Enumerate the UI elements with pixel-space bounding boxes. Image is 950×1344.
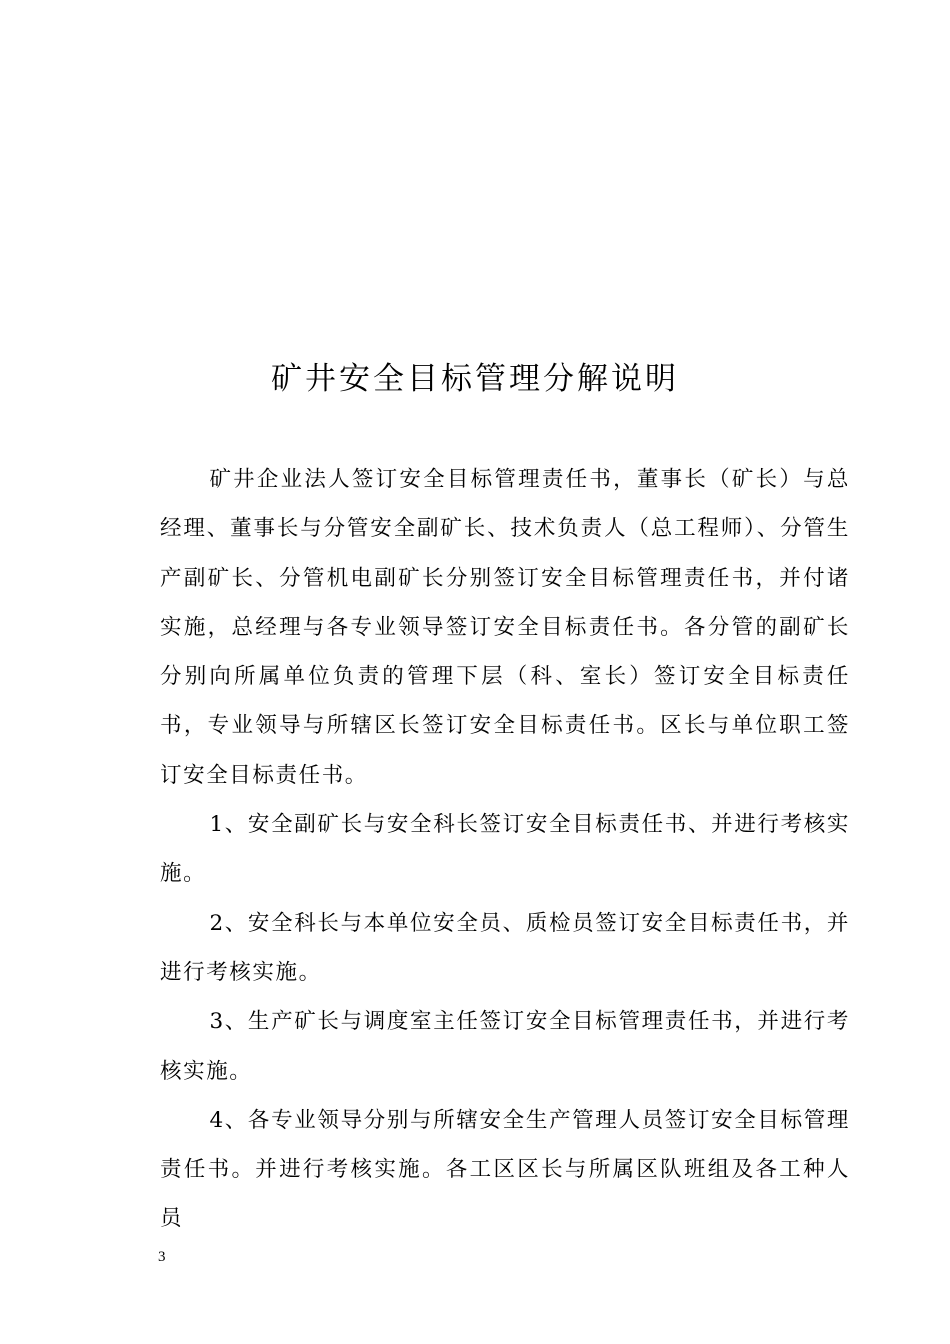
paragraph-item-4: 4、各专业领导分别与所辖安全生产管理人员签订安全目标管理责任书。并进行考核实施。各工区区长与所属区队班组及各工种人员	[160, 1107, 850, 1232]
paragraph-intro: 矿井企业法人签订安全目标管理责任书，董事长（矿长）与总经理、董事长与分管安全副矿长、技术负责人（总工程师）、分管生产副矿长、分管机电副矿长分别签订安全目标管理责任书，并付诸实施，总经理与各专业领导签订安全目标责任书。各分管的副矿长分别向所属单位负责的管理下层（科、室长）签订安全目标责任书，专业领导与所辖区长签订安全目标责任书。区长与单位职工签订安全目标责任书。	[160, 467, 850, 788]
paragraph-item-1: 1、安全副矿长与安全科长签订安全目标责任书、并进行考核实施。	[160, 812, 850, 887]
paragraph-item-2: 2、安全科长与本单位安全员、质检员签订安全目标责任书，并进行考核实施。	[160, 910, 850, 985]
paragraph-item-3: 3、生产矿长与调度室主任签订安全目标管理责任书，并进行考核实施。	[160, 1009, 850, 1084]
page-number: 3	[158, 1249, 166, 1265]
page-title: 矿井安全目标管理分解说明	[271, 361, 679, 397]
document-body	[160, 455, 850, 1244]
